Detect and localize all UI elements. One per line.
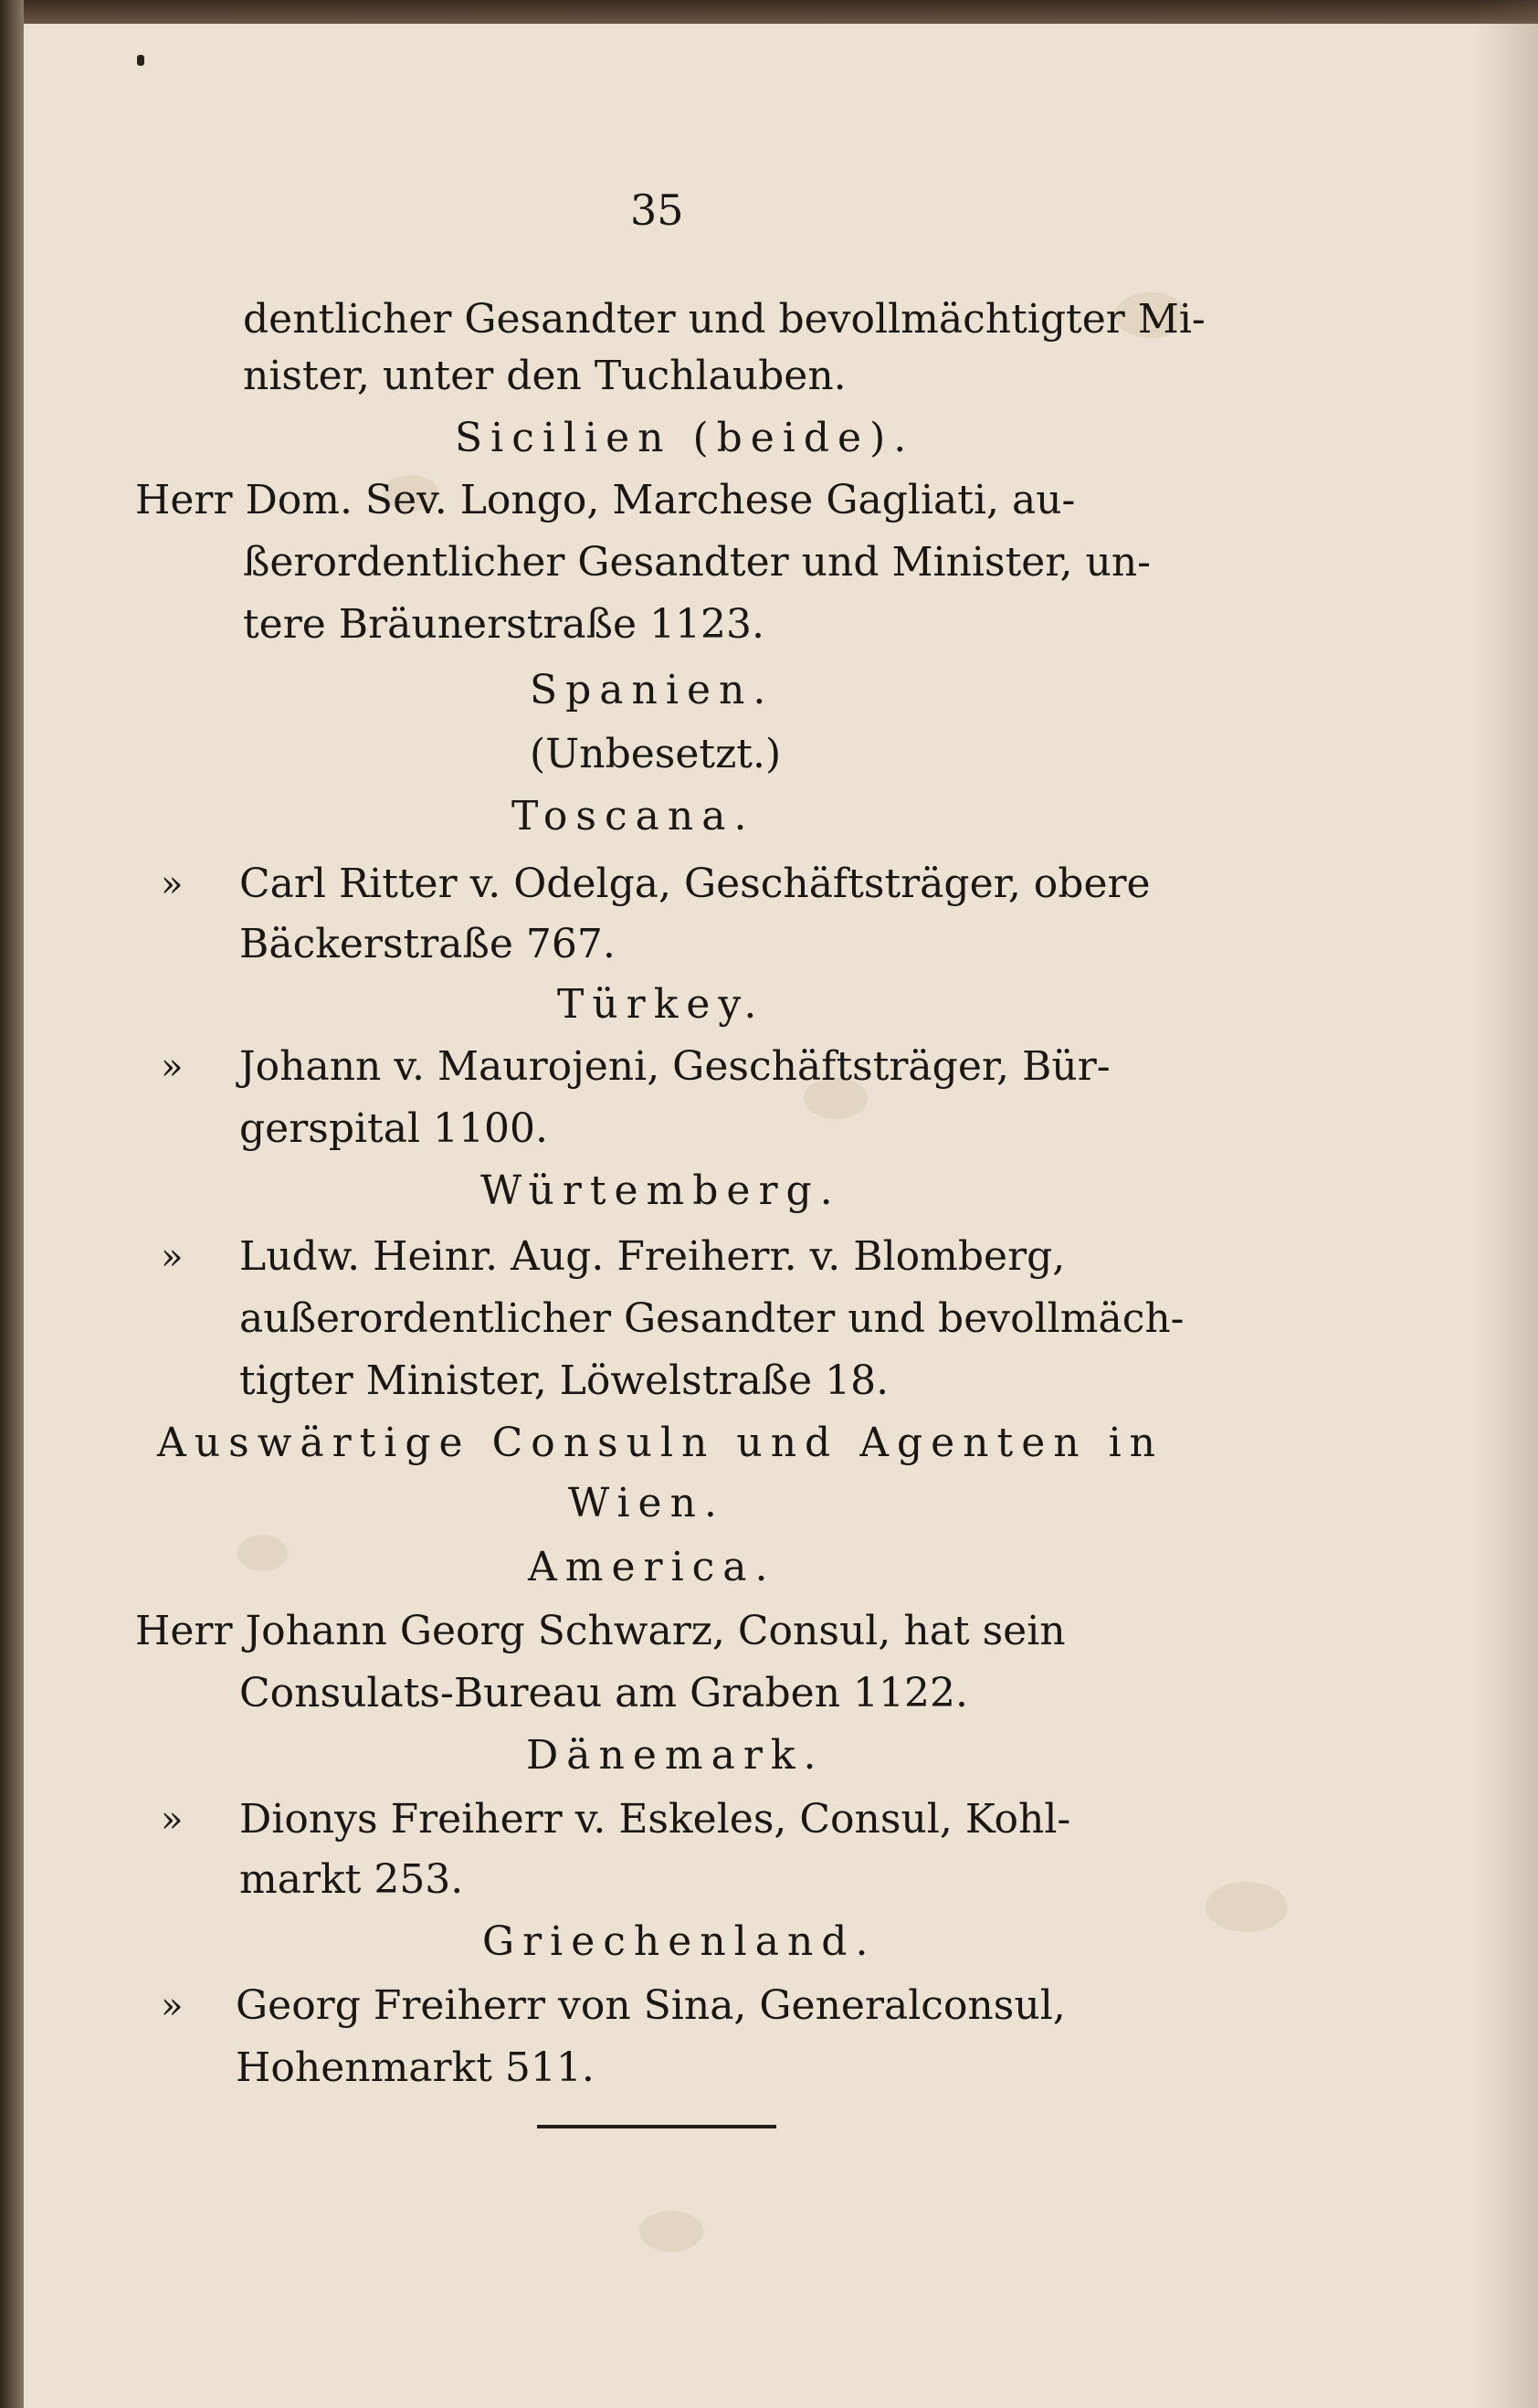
section-heading: Wien. — [568, 1480, 725, 1526]
text-line: gerspital 1100. — [239, 1105, 548, 1152]
page-number: 35 — [630, 185, 684, 235]
text-line: Dionys Freiherr v. Eskeles, Consul, Kohl- — [239, 1796, 1071, 1843]
text-line: nister, unter den Tuchlauben. — [243, 353, 847, 399]
text-line: markt 253. — [239, 1856, 464, 1903]
text-line: dentlicher Gesandter und bevollmächtigter Mi- — [243, 296, 1206, 343]
foxing-spot — [1206, 1882, 1288, 1932]
text-line: (Unbesetzt.) — [530, 731, 782, 777]
text-line: Herr Johann Georg Schwarz, Consul, hat sein — [135, 1608, 1066, 1654]
country-heading: Dänemark. — [526, 1732, 825, 1779]
ditto-mark: » — [161, 1985, 184, 2027]
country-heading: Türkey. — [557, 981, 765, 1028]
country-heading: Sicilien (beide). — [455, 415, 915, 461]
country-heading: America. — [528, 1544, 776, 1590]
ditto-mark: » — [161, 1799, 184, 1841]
ditto-mark: » — [161, 1236, 184, 1278]
closing-rule — [537, 2125, 776, 2128]
text-line: tere Bräunerstraße 1123. — [243, 601, 765, 648]
foxing-spot — [639, 2211, 703, 2252]
text-line: Consulats-Bureau am Graben 1122. — [239, 1670, 968, 1716]
text-line: Bäckerstraße 767. — [239, 921, 616, 967]
country-heading: Würtemberg. — [480, 1167, 841, 1214]
binding-edge — [0, 0, 24, 2408]
ditto-mark: » — [161, 863, 184, 905]
cover-edge-top — [0, 0, 1538, 24]
text-line: Georg Freiherr von Sina, Generalconsul, — [236, 1982, 1066, 2029]
section-heading: Auswärtige Consuln und Agenten in — [157, 1420, 1164, 1466]
foxing-spot — [237, 1535, 288, 1571]
text-line: Johann v. Maurojeni, Geschäftsträger, Bür- — [239, 1043, 1111, 1090]
text-line: Hohenmarkt 511. — [236, 2044, 595, 2091]
ditto-mark: » — [161, 1046, 184, 1088]
page-edge-right — [1474, 0, 1538, 2408]
text-line: ßerordentlicher Gesandter und Minister, un- — [243, 539, 1152, 586]
country-heading: Spanien. — [530, 667, 774, 713]
country-heading: Toscana. — [511, 793, 755, 840]
text-line: außerordentlicher Gesandter und bevollmäch- — [239, 1295, 1185, 1342]
text-line: tigter Minister, Löwelstraße 18. — [239, 1357, 890, 1404]
ink-speck — [137, 55, 144, 66]
text-line: Ludw. Heinr. Aug. Freiherr. v. Blomberg, — [239, 1233, 1066, 1280]
text-line: Carl Ritter v. Odelga, Geschäftsträger, obere — [239, 861, 1151, 907]
text-line: Herr Dom. Sev. Longo, Marchese Gagliati, au- — [135, 477, 1076, 523]
country-heading: Griechenland. — [482, 1918, 877, 1965]
